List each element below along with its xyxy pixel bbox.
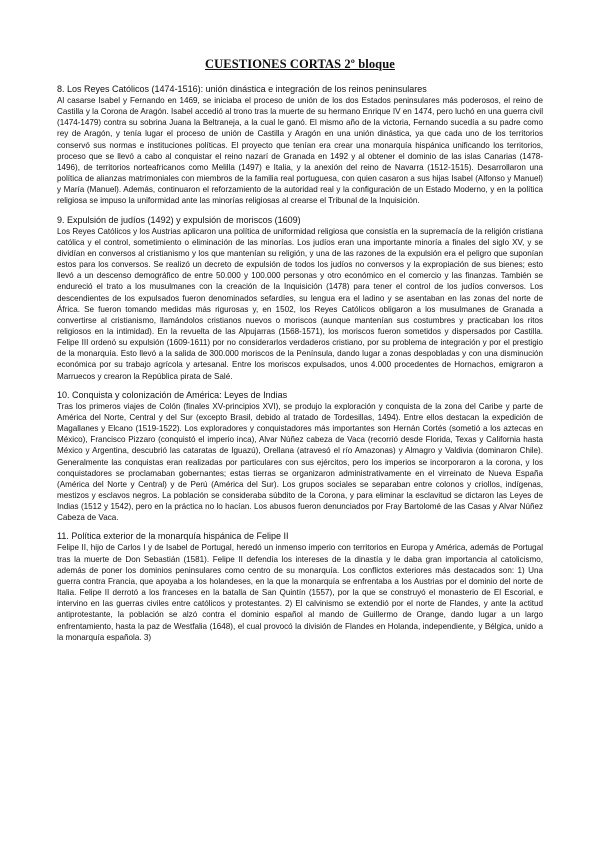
section-heading: 10. Conquista y colonización de América: Leyes de Indias	[57, 389, 288, 400]
section-heading: 11. Política exterior de la monarquía hispánica de Felipe II	[57, 531, 289, 542]
section-america	[57, 390, 543, 524]
section-felipe-ii	[57, 531, 543, 642]
section-heading: 9. Expulsión de judíos (1492) y expulsión de moriscos (1609)	[57, 214, 301, 225]
section-body: Tras los primeros viajes de Colón (finales XV-principios XVI), se produjo la exploración y conquista de la zona del Caribe y parte de América del Norte, Central y del Sur (excepto Brasil, debido al tratado de Tordesillas, 1494). Entre ellos destacan la expedición de Magallanes y Elcano (1519-1522). Los exploradores y conquistadores más importantes son Hernán Cortés (sometió a los aztecas en México), Francisco Pizzaro (conquistó el imperio inca), Alvar Núñez cabeza de Vaca (recorrió desde Florida, Texas y California hasta México y Argentina, descubrió las cataratas de Iguazú), Orellana (atravesó el río Amazonas) y Almagro y Valdivia (dominaron Chile). Generalmente las conquistas eran realizadas por particulares con sus ejércitos, pero los imperios se incorporaron a la corona, y los conquistadores se proclamaban gobernantes; estas tierras se organizaron administrativamente en el virreinato de Nueva España (América del Norte y Central) y de Perú (América del Sur). Los grupos sociales se separaban entre colonos y criollos, indígenas, mestizos y esclavos negros. La población se consideraba súbdito de la Corona, y para eliminar la esclavitud se dictaron las Leyes de Indias (1512 y 1542), pero en la práctica no lo hacían. Los abusos fueron denunciados por Fray Bartolomé de las Casas y Alvar Núñez Cabeza de Vaca.	[57, 401, 543, 523]
section-body: Al casarse Isabel y Fernando en 1469, se iniciaba el proceso de unión de los dos Estados peninsulares más poderosos, el reino de Castilla y la Corona de Aragón. Isabel accedió al trono tras la muerte de su hermano Enrique IV en 1474, pero luchó en una guerra civil (1474-1479) contra su sobrina Juana la Beltraneja, a la cual le ganó. El mismo año de la victoria, Fernando sucedía a su padre como rey de Aragón, y tenía lugar el proceso de unión de Castilla y Aragón en una unión dinástica, ya que cada uno de los territorios conservó sus normas e instituciones políticas. El proyecto que tenían era crear una monarquía hispánica unificando los territorios, proceso que se llevó a cabo al conquistar el reino nazarí de Granada en 1492 y al obtener el dominio de las islas Canarias (1478-1496), de territorios norteafricanos como Melilla (1497) e Italia, y la anexión del reino de Navarra (1512-1515). Desarrollaron una política de alianzas matrimoniales con miembros de la familia real portuguesa, con quien casaron a sus hijas Isabel (Alfonso y Manuel) y María (Manuel). Además, continuaron el reforzamiento de la autoridad real y la configuración de un Estado Moderno, y en la política religiosa se impuso la uniformidad ante las minorías religiosas al crearse el Tribunal de la Inquisición.	[57, 96, 543, 206]
section-reyes-catolicos	[57, 84, 543, 207]
section-heading: 8. Los Reyes Católicos (1474-1516): unión dinástica e integración de los reinos peninsulares	[57, 84, 427, 94]
section-body: Los Reyes Católicos y los Austrias aplicaron una política de uniformidad religiosa que consistía en la supremacía de la religión cristiana católica y el control, sometimiento o eliminación de las minorías. Los judíos eran una importante minoría a finales del siglo XV, y se dividían en conversos al cristianismo y los que mantenían su religión, y una de las razones de la expulsión era el peligro que suponían estos para los conversos. Se realizó un decreto de expulsión de todos los judíos no conversos y la expropiación de sus bienes; esto llevó a un descenso demográfico de entre 50.000 y 100.000 personas y otro económico en el comercio y las finanzas. También se endureció el trato a los musulmanes con la creación de la Inquisición (1478) para tener el control de los judíos conversos. Los descendientes de los expulsados fueron denominados sefardíes, su lengua era el ladino y se asentaban en las zonas del norte de África. Se fueron tomando medidas más rigurosas y, en 1502, los Reyes Católicos obligaron a los musulmanes de Granada a convertirse al cristianismo, llamándolos cristianos nuevos o moriscos (aunque mantenían sus costumbres y practicaban los ritos religiosos en la intimidad). En la revuelta de las Alpujarras (1568-1571), los moriscos fueron sometidos y dispersados por Castilla. Felipe III ordenó su expulsión (1609-1611) por no considerarlos verdaderos cristiano, por su problema de integración y por el prestigio de la monarquía. Esto llevó a la salida de 300.000 moriscos de la Península, dando lugar a zonas despobladas y con una disminución económica por su trabajo agrícola y artesanal. Entre los moriscos expulsados, unos 4.000 procedentes de Hornachos, emigraron a Marruecos y crearon la República pirata de Salé.	[57, 226, 543, 381]
section-expulsion	[57, 215, 543, 382]
page-title: CUESTIONES CORTAS 2º bloque	[205, 57, 395, 71]
section-body: Felipe II, hijo de Carlos I y de Isabel de Portugal, heredó un inmenso imperio con territorios en Europa y América, además de Portugal tras la muerte de Don Sebastián (1581). Felipe II defendía los intereses de la dinastía y le daba gran importancia al catolicismo, además de poner los dominios peninsulares como centro de su monarquía. Los conflictos exteriores más destacados son: 1) Una guerra contra Francia, que apoyaba a los holandeses, en la que la monarquía se enfrentaba a los Austrias por el dominio del norte de Italia. Felipe II derrotó a los franceses en la batalla de San Quintín (1557), por la que se construyó el monasterio de El Escorial, e intervino en las guerras civiles entre católicos y protestantes. 2) El calvinismo se extendió por el norte de Flandes, y ante la actitud antiprotestante, la población se alzó contra el dominio español al mando de Guillermo de Orange, dando lugar a un largo enfrentamiento, hasta la paz de Westfalia (1648), el cual provocó la división de Flandes en Holanda, independiente, y Bélgica, unido a la monarquía española. 3)	[57, 543, 543, 642]
document-content	[57, 84, 543, 651]
